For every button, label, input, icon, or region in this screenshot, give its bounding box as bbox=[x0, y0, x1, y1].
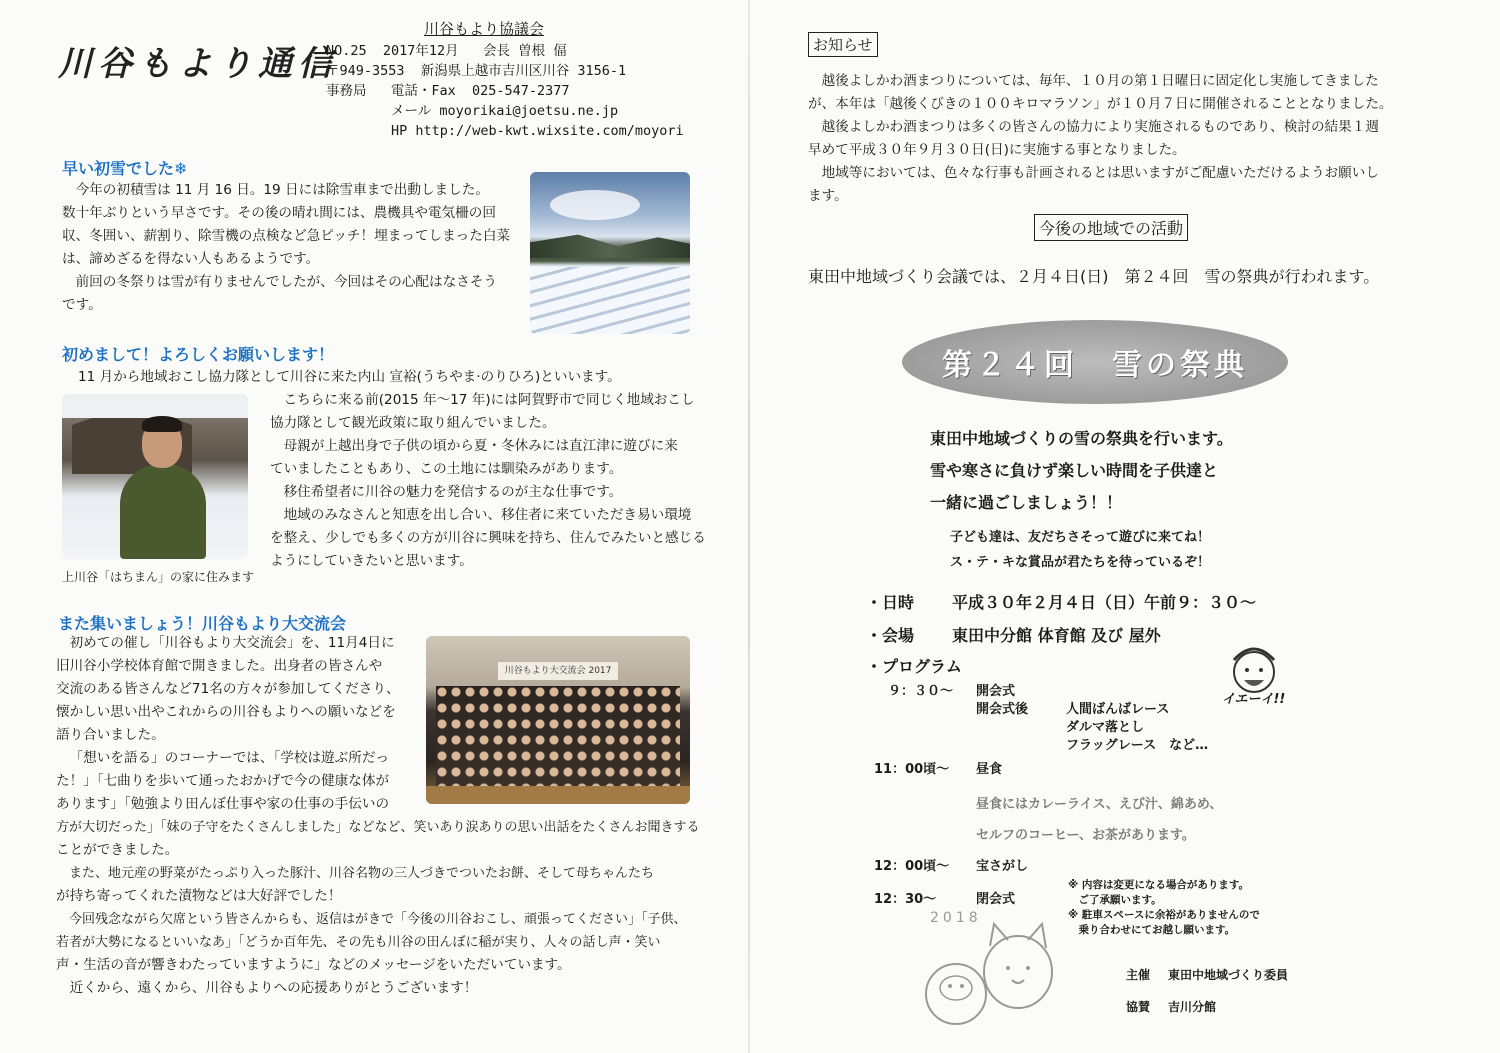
note-line: ※ 駐車スペースに余裕がありませんので bbox=[1068, 909, 1260, 921]
festival-intro-2: 雪や寒さに負けず楽しい時間を子供達と bbox=[930, 461, 1219, 480]
text-line: 旧川谷小学校体育館で開きました。出身者の皆さんや bbox=[56, 658, 383, 674]
portrait-photo bbox=[62, 394, 248, 559]
program-event: 人間ばんばレース bbox=[1066, 702, 1170, 717]
notice-body bbox=[808, 70, 1468, 208]
text-line: 今年の初積雪は 11 月 16 日。19 日には除雪車まで出動しました。 bbox=[75, 182, 489, 198]
text-line: 語り合いました。 bbox=[56, 727, 165, 743]
text-line: 母親が上越出身で子供の頃から夏・冬休みには直江津に遊びに来 bbox=[283, 438, 678, 454]
article-gathering-body bbox=[56, 632, 706, 1000]
program-time: ９：３０～ bbox=[888, 684, 954, 699]
text-line: ます。 bbox=[808, 188, 848, 204]
text-line: 「想いを語る」のコーナーでは、「学校は遊ぶ所だっ bbox=[69, 750, 390, 766]
text-line: 移住希望者に川谷の魅力を発信するのが主な仕事です。 bbox=[283, 484, 623, 500]
host-name: 東田中地域づくり委員 bbox=[1168, 968, 1289, 982]
note-line: ご了承願います。 bbox=[1068, 894, 1162, 906]
text-line: 早めて平成３０年９月３０日(日)に実施する事となりました。 bbox=[808, 142, 1186, 158]
program-label: ・プログラム bbox=[866, 657, 962, 676]
program-event: 昼食 bbox=[976, 762, 1003, 777]
text-line: 前回の冬祭りは雪が有りませんでしたが、今回はその心配はなさそう bbox=[75, 274, 497, 290]
program-event: 宝さがし bbox=[976, 859, 1029, 874]
host-label: 主催 bbox=[1126, 968, 1151, 982]
program-time: 11：00頃～ bbox=[874, 762, 950, 777]
snowy-field-photo bbox=[530, 172, 690, 334]
text-line: 方が大切だった」「妹の子守をたくさんしました」などなど、笑いあり涙ありの思い出話をたくさんお聞きする bbox=[56, 820, 700, 835]
date-value: 平成３０年２月４日（日）午前９：３０～ bbox=[952, 593, 1257, 612]
festival-banner-text: 第２４回 雪の祭典 bbox=[942, 348, 1248, 383]
article-first-snow-heading: 早い初雪でした❄ bbox=[62, 159, 188, 178]
program-event: 開会式後 bbox=[976, 702, 1029, 717]
article-greeting-body bbox=[270, 389, 715, 573]
homepage-line: HP http://web-kwt.wixsite.com/moyori bbox=[326, 123, 684, 139]
lunch-note: セルフのコーヒー、お茶があります。 bbox=[976, 828, 1195, 843]
text-line: 懐かしい思い出やこれからの川谷もよりへの願いなどを bbox=[56, 704, 396, 720]
text-line: を整え、少しでも多くの方が川谷に興味を持ち、住んでみたいと感じる bbox=[270, 530, 706, 546]
text-line: 数十年ぶりという早さです。その後の晴れ間には、農機具や電気柵の回 bbox=[62, 205, 496, 221]
text-line: ことができました。 bbox=[56, 842, 179, 858]
note-line: 乗り合わせにてお越し願います。 bbox=[1068, 924, 1236, 936]
venue-value: 東田中分館 体育館 及び 屋外 bbox=[952, 626, 1161, 645]
text-line: あります」「勉強より田んぼ仕事や家の仕事の手伝いの bbox=[56, 796, 390, 812]
festival-kids-2: ス・テ・キな賞品が君たちを待っているぞ！ bbox=[950, 555, 1211, 570]
issue-line: NO.25 2017年12月 会長 曽根 偪 bbox=[326, 43, 567, 59]
program-time: 12：30～ bbox=[874, 892, 937, 907]
article-greeting-intro: 11 月から地域おこし協力隊として川谷に来た内山 宣裕(うちやま·のりひろ)といいます。 bbox=[78, 369, 621, 385]
text-line: 声・生活の音が響きわたっていますように」などのメッセージをいただいています。 bbox=[56, 957, 571, 973]
text-line: が、本年は「越後くびきの１００キロマラソン」が１０月７日に開催されることとなりました。 bbox=[808, 96, 1393, 112]
text-line: です。 bbox=[62, 297, 102, 313]
text-line: 協力隊として観光政策に取り組んでいました。 bbox=[270, 415, 556, 431]
text-line: 収、冬囲い、薪割り、除雪機の点検など急ピッチ！埋まってしまった白菜 bbox=[62, 228, 511, 244]
notice-title: お知らせ bbox=[808, 32, 878, 57]
program-time: 12：00頃～ bbox=[874, 859, 950, 874]
note-line: ※ 内容は変更になる場合があります。 bbox=[1068, 879, 1250, 891]
article-gathering-heading: また集いましょう！川谷もより大交流会 bbox=[58, 614, 347, 633]
text-line: ていましたこともあり、この土地には馴染みがあります。 bbox=[270, 461, 623, 477]
text-line: 今回残念ながら欠席という皆さんからも、返信はがきで「今後の川谷おこし、頑張ってください」「子供、 bbox=[69, 912, 687, 927]
festival-notes bbox=[1068, 878, 1260, 938]
text-line: た！」「七曲りを歩いて通ったおかげで今の健康な体が bbox=[56, 773, 390, 789]
activities-title: 今後の地域での活動 bbox=[1034, 214, 1188, 241]
activities-meeting: 東田中地域づくり会議では、２月４日(日) 第２４回 雪の祭典が行われます。 bbox=[808, 267, 1380, 286]
program-event: 閉会式 bbox=[976, 892, 1016, 907]
cat-and-daruma-illustration bbox=[910, 910, 1060, 1030]
text-line: こちらに来る前(2015 年～17 年)には阿賀野市で同じく地域おこし bbox=[283, 392, 695, 408]
venue-label: ・会場 bbox=[866, 626, 915, 645]
text-line: 近くから、遠くから、川谷もよりへの応援ありがとうございます！ bbox=[69, 980, 478, 996]
text-line: 越後よしかわ酒まつりについては、毎年、１０月の第１日曜日に固定化し実施してきました bbox=[821, 73, 1379, 89]
text-line: 越後よしかわ酒まつりは多くの皆さんの協力により実施されるものであり、検討の結果１週 bbox=[821, 119, 1379, 135]
address-line: 〒949-3553 新潟県上越市吉川区川谷 3156-1 bbox=[326, 63, 627, 79]
date-label: ・日時 bbox=[866, 593, 915, 612]
text-line: 若者が大勢になるといいなあ」「どうか百年先、その先も川谷の田んぼに稲が実り、人々の話し声・笑い bbox=[56, 935, 661, 950]
sponsor-label: 協賛 bbox=[1126, 1000, 1151, 1014]
text-line: 地域のみなさんと知恵を出し合い、移住者に来ていただき易い環境 bbox=[283, 507, 692, 523]
portrait-caption: 上川谷「はちまん」の家に住みます bbox=[62, 570, 255, 584]
text-line: が持ち寄ってくれた漬物などは大好評でした！ bbox=[56, 888, 342, 904]
article-first-snow-body bbox=[62, 179, 522, 317]
council-name: 川谷もより協議会 bbox=[424, 20, 545, 38]
festival-banner bbox=[902, 320, 1288, 404]
text-line: ようにしていきたいと思います。 bbox=[270, 553, 473, 569]
page-fold bbox=[748, 0, 750, 1053]
festival-intro-1: 東田中地域づくりの雪の祭典を行います。 bbox=[930, 429, 1233, 448]
photo-banner-text: 川谷もより大交流会 2017 bbox=[498, 662, 618, 680]
article-greeting-heading: 初めまして！よろしくお願いします！ bbox=[62, 345, 335, 364]
program-event: フラッグレース など… bbox=[1066, 738, 1209, 753]
text-line: 交流のある皆さんなど71名の方々が参加してくださり、 bbox=[56, 681, 400, 697]
festival-kids-1: 子ども達は、友だちさそって遊びに来てね！ bbox=[950, 530, 1211, 545]
text-line: 初めての催し「川谷もより大交流会」を、11月4日に bbox=[69, 635, 395, 651]
phone-line: 事務局 電話・Fax 025-547-2377 bbox=[326, 83, 570, 99]
sponsor-name: 吉川分館 bbox=[1168, 1000, 1217, 1014]
lunch-note: 昼食にはカレーライス、えび汁、綿あめ、 bbox=[976, 797, 1223, 812]
year-illustration-text: 2018 bbox=[930, 910, 982, 926]
program-event: ダルマ落とし bbox=[1066, 720, 1145, 735]
text-line: は、諦めざるを得ない人もあるようです。 bbox=[62, 251, 320, 267]
email-line: メール moyorikai@joetsu.ne.jp bbox=[326, 103, 619, 119]
text-line: 地域等においては、色々な行事も計画されるとは思いますがご配慮いただけるようお願いし bbox=[821, 165, 1379, 181]
cheer-text: イエーイ!! bbox=[1222, 692, 1286, 707]
festival-intro-3: 一緒に過ごしましょう！！ bbox=[930, 493, 1123, 512]
program-event: 開会式 bbox=[976, 684, 1016, 699]
newsletter-title: 川谷もより通信 bbox=[58, 44, 338, 84]
text-line: また、地元産の野菜がたっぷり入った豚汁、川谷名物の三人づきでついたお餅、そして母ちゃんたち bbox=[69, 866, 655, 881]
